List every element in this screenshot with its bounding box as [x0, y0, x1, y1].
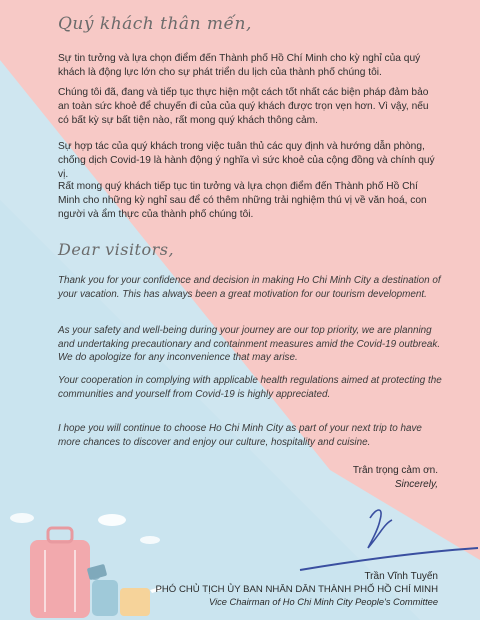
signatory-title-vn: PHÓ CHỦ TỊCH ỦY BAN NHÂN DÂN THÀNH PHỐ HỒ CHÍ MINH [155, 584, 438, 595]
vn-paragraph-2: Chúng tôi đã, đang và tiếp tục thực hiện một cách tốt nhất các biện pháp đảm bảo an toàn sức khoẻ để chuyến đi của của quý khách được trọn vẹn hơn. Vì vậy, nếu có bất kỳ sự bất tiện nào, rất mong quý khách thông cảm. [58, 87, 429, 126]
signatory-name: Trần Vĩnh Tuyến [364, 571, 438, 582]
en-paragraph-4: I hope you will continue to choose Ho Chi Minh City as part of your next trip to have more chances to discover and enjoy our culture, hospitality and cuisine. [58, 423, 422, 448]
closing [353, 464, 438, 492]
en-paragraph-1: Thank you for your confidence and decision in making Ho Chi Minh City a destination of your vacation. This has always been a great motivation for our tourism development. [58, 275, 441, 300]
en-paragraph-3: Your cooperation in complying with applicable health regulations aimed at protecting the communities and yourself from Covid-19 is highly appreciated. [58, 375, 442, 400]
closing-vn: Trân trọng cảm ơn. [352, 465, 438, 476]
signatory-title-en: Vice Chairman of Ho Chi Minh City People's Committee [209, 597, 438, 607]
greeting-english: Dear visitors, [58, 240, 175, 259]
closing-en: Sincerely, [394, 479, 438, 490]
vn-paragraph-4: Rất mong quý khách tiếp tục tin tưởng và lựa chọn điểm đến Thành phố Hồ Chí Minh cho những kỳ nghỉ sau để có thêm những trải nghiệm thú vị về văn hoá, con người và ẩm thực của thành phố chúng tôi. [58, 181, 427, 220]
vn-paragraph-3: Sự hợp tác của quý khách trong việc tuân thủ các quy định và hướng dẫn phòng, chống dịch Covid-19 là hành động ý nghĩa vì sức khoẻ của cộng đồng và chính quý vị. [58, 141, 435, 180]
vn-paragraph-1: Sự tin tưởng và lựa chọn điểm đến Thành phố Hồ Chí Minh cho kỳ nghỉ của quý khách là động lực lớn cho sự phát triển du lịch của thành phố chúng tôi. [58, 53, 421, 78]
en-paragraph-2: As your safety and well-being during your journey are our top priority, we are planning and undertaking precautionary and containment measures amid the Covid-19 outbreak. We do apologize for any inconvenience that may arise. [58, 325, 441, 364]
signature-block [155, 570, 438, 609]
greeting-vietnamese: Quý khách thân mến, [58, 14, 252, 34]
